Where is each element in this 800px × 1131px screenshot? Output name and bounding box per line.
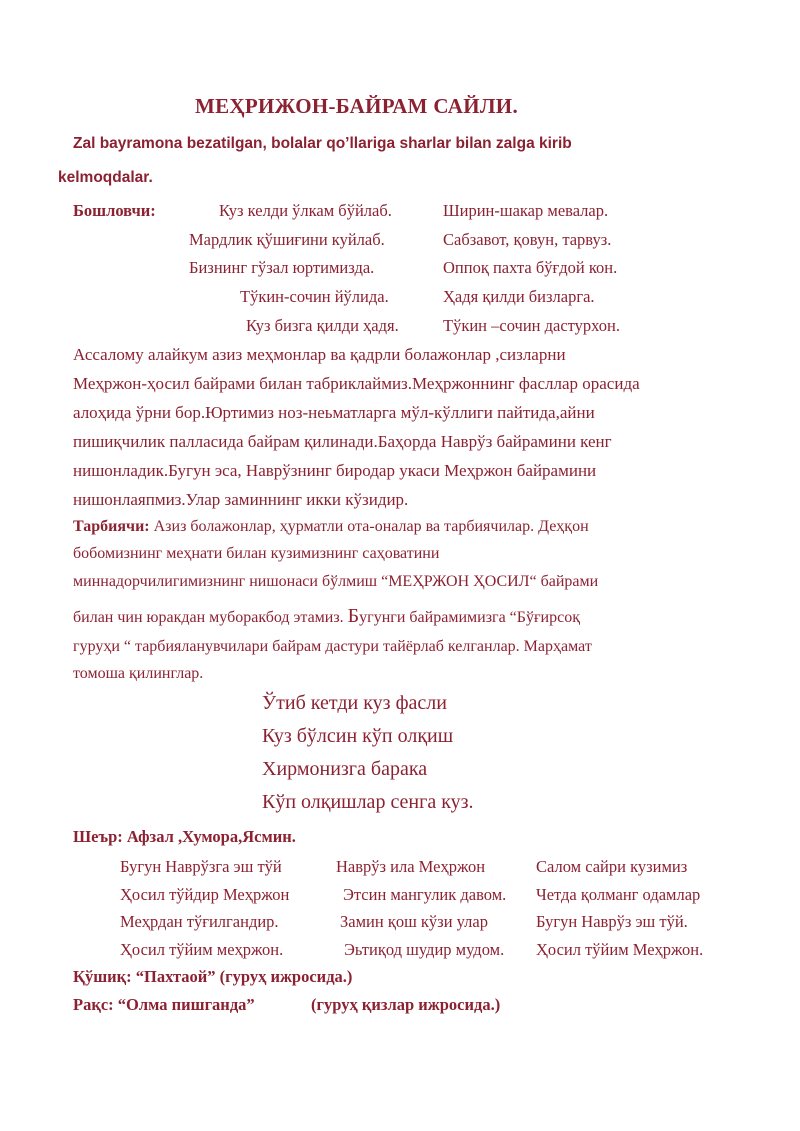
dance-title: “Олма пишганда” (113, 995, 255, 1014)
teacher-text: Азиз болажонлар, ҳурматли ота-оналар ва тарбиячилар. Деҳқон (149, 518, 589, 535)
host-poem-right-1: Ширин-шакар мевалар. (443, 201, 609, 220)
host-speech-line: алоҳида ўрни бор.Юртимиз ноз-неьматларга мўл-кўллиги пайтида,айни (73, 403, 595, 422)
teacher-line-1 (73, 518, 589, 536)
teacher-line-6: томоша қилинглар. (73, 665, 204, 682)
verse-cell: Этсин мангулик давом. (343, 885, 507, 904)
host-speech-line: нишонладик.Бугун эса, Наврўзнинг биродар укаси Меҳржон байрамини (73, 461, 597, 480)
teacher-label: Тарбиячи: (73, 518, 150, 535)
teacher-line-4 (73, 605, 580, 628)
verse-cell: Замин қош кўзи улар (340, 912, 488, 931)
verse-cell: Эьтиқод шудир мудом. (344, 940, 505, 959)
host-speech-line: пишиқчилик палласида байрам қилинади.Баҳорда Наврўз байрамини кенг (73, 432, 612, 451)
teacher-line-3: миннадорчилигимизнинг нишонаси бўлмиш “МЕҲРЖОН ҲОСИЛ“ байрами (73, 573, 599, 590)
verse-cell: Ҳосил тўйдир Меҳржон (120, 885, 290, 904)
poem-line: Ўтиб кетди куз фасли (262, 692, 447, 714)
verse-cell: Четда қолманг одамлар (536, 885, 701, 904)
dance-line (73, 995, 255, 1015)
verse-cell: Наврўз ила Меҳржон (336, 857, 486, 876)
host-poem-left-4: Тўкин-сочин йўлида. (240, 287, 389, 306)
song-label: Қўшиқ: (73, 967, 132, 986)
intro-line-1: Zal bayramona bezatilgan, bolalar qo’llariga sharlar bilan zalga kirib (73, 135, 572, 152)
dance-text: (гуруҳ қизлар ижросида.) (311, 995, 501, 1014)
host-speech-line: Меҳржон-ҳосил байрами билан табриклаймиз.Меҳржоннинг фасллар орасида (73, 374, 640, 393)
host-speech-line: нишонлаяпмиз.Улар заминнинг икки кўзидир. (73, 490, 409, 509)
host-poem-right-2: Сабзавот, қовун, тарвуз. (443, 230, 612, 249)
dance-label: Рақс: (73, 995, 114, 1014)
poem-line: Хирмонизга барака (262, 758, 428, 780)
verse-cell: Меҳрдан тўғилгандир. (120, 912, 279, 931)
verse-heading: Шеър: Афзал ,Хумора,Ясмин. (73, 827, 296, 846)
host-poem-right-4: Ҳадя қилди бизларга. (443, 287, 595, 306)
host-poem-left-2: Мардлик қўшиғини куйлаб. (189, 230, 385, 249)
host-poem-right-3: Оппоқ пахта бўғдой кон. (443, 258, 618, 277)
song-text: “Пахтаой” (гуруҳ ижросида.) (131, 967, 353, 986)
teacher-line-5: гуруҳи “ тарбияланувчилари байрам дастури тайёрлаб келганлар. Марҳамат (73, 638, 592, 655)
verse-cell: Салом сайри кузимиз (536, 857, 688, 876)
poem-line: Кўп олқишлар сенга куз. (262, 791, 474, 813)
teacher-text: угунги байрамимизга “Бўғирсоқ (359, 609, 580, 626)
verse-cell: Ҳосил тўйим меҳржон. (120, 940, 284, 959)
page-title: МЕҲРИЖОН-БАЙРАМ САЙЛИ. (195, 94, 518, 118)
intro-line-2: kelmoqdalar. (58, 169, 153, 186)
song-line (73, 967, 352, 987)
verse-cell: Ҳосил тўйим Меҳржон. (536, 940, 704, 959)
teacher-line-2: бобомизнинг меҳнати билан кузимизнинг саҳоватини (73, 545, 440, 562)
teacher-text: билан чин юракдан муборакбод этамиз. (73, 609, 348, 626)
host-label: Бошловчи: (73, 201, 156, 220)
verse-cell: Бугун Наврўзга эш тўй (120, 857, 282, 876)
host-poem-left-1: Куз келди ўлкам бўйлаб. (219, 201, 392, 220)
verse-cell: Бугун Наврўз эш тўй. (536, 912, 688, 931)
host-poem-right-5: Тўкин –сочин дастурхон. (443, 316, 620, 335)
host-poem-left-3: Бизнинг гўзал юртимизда. (189, 258, 375, 277)
host-speech-line: Ассалому алайкум азиз меҳмонлар ва қадрли болажонлар ,сизларни (73, 345, 566, 364)
poem-line: Куз бўлсин кўп олқиш (262, 725, 454, 747)
teacher-drop-letter: Б (347, 605, 360, 627)
host-poem-left-5: Куз бизга қилди ҳадя. (246, 316, 399, 335)
